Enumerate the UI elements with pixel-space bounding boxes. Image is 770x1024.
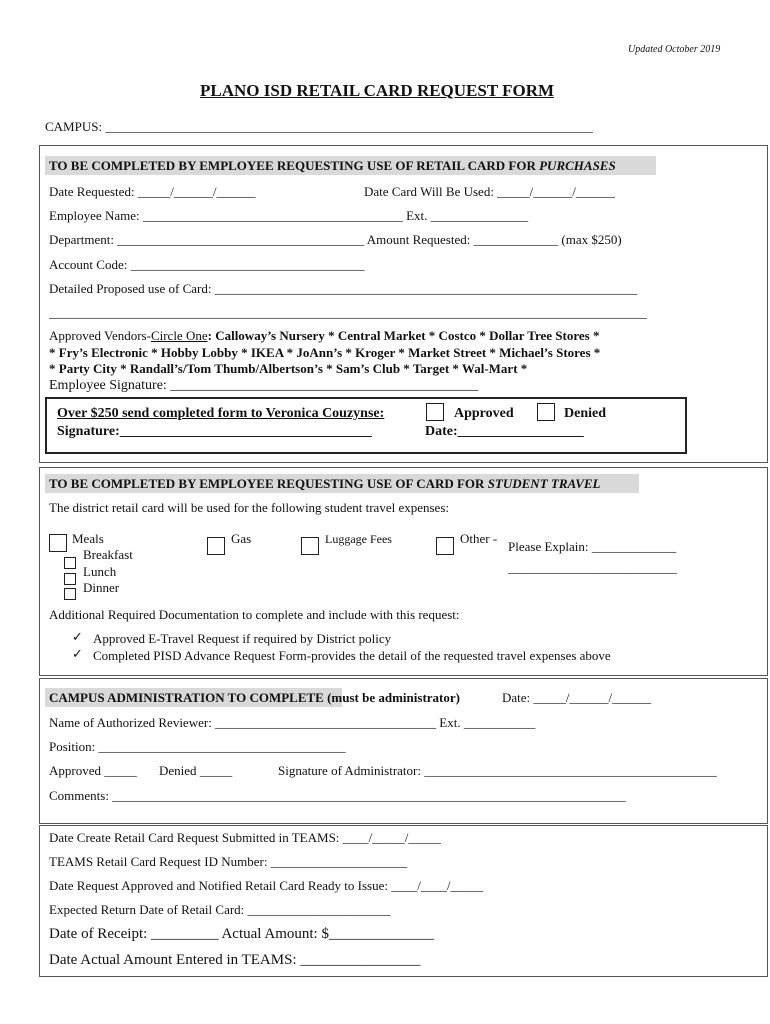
meals-checkbox[interactable] — [49, 534, 67, 552]
check-icon: ✓ — [72, 630, 83, 645]
doc-requirement-2: Completed PISD Advance Request Form-provides the detail of the requested travel expenses above — [93, 648, 611, 663]
account-code-field[interactable]: Account Code: ____________________________________ — [49, 257, 365, 272]
admin-heading: CAMPUS ADMINISTRATION TO COMPLETE (must be administrator) — [49, 690, 460, 705]
admin-date-field[interactable]: Date: _____/______/______ — [502, 690, 652, 705]
vendors-line-3: * Party City * Randall’s/Tom Thumb/Albertson’s * Sam’s Club * Target * Wal-Mart * — [49, 361, 528, 376]
return-date-field[interactable]: Expected Return Date of Retail Card: ______________________ — [49, 902, 391, 917]
comments-field[interactable]: Comments: _______________________________________________________________________________ — [49, 788, 626, 803]
position-field[interactable]: Position: ______________________________________ — [49, 739, 346, 754]
other-checkbox[interactable] — [436, 537, 454, 555]
over-250-note: Over $250 send completed form to Veronica Couzynse: — [57, 406, 385, 421]
travel-heading: TO BE COMPLETED BY EMPLOYEE REQUESTING USE OF CARD FOR STUDENT TRAVEL — [49, 476, 601, 491]
approval-signature-field[interactable]: Signature:____________________________________ — [57, 424, 372, 439]
breakfast-checkbox[interactable] — [64, 557, 76, 569]
amount-entered-field[interactable]: Date Actual Amount Entered in TEAMS: ________________ — [49, 952, 421, 968]
teams-submitted-field[interactable]: Date Create Retail Card Request Submitted in TEAMS: ____/_____/_____ — [49, 830, 441, 845]
detailed-use-field[interactable]: Detailed Proposed use of Card: _________________________________________________________________ — [49, 281, 638, 296]
receipt-amount-field[interactable]: Date of Receipt: _________ Actual Amount: $______________ — [49, 926, 434, 942]
vendors-line-2: * Fry’s Electronic * Hobby Lobby * IKEA * JoAnn’s * Kroger * Market Street * Michael’s Stores * — [49, 345, 601, 360]
approved-label: Approved — [454, 406, 514, 421]
luggage-label: Luggage Fees — [325, 532, 392, 546]
admin-signature-field[interactable]: Signature of Administrator: _____________________________________________ — [278, 763, 717, 778]
please-explain-line2[interactable]: __________________________ — [508, 560, 677, 575]
dinner-label: Dinner — [83, 580, 120, 595]
purchases-heading: TO BE COMPLETED BY EMPLOYEE REQUESTING USE OF RETAIL CARD FOR PURCHASES — [49, 158, 616, 173]
please-explain-field[interactable]: Please Explain: _____________ — [508, 539, 677, 554]
dinner-checkbox[interactable] — [64, 588, 76, 600]
denied-label: Denied — [564, 406, 606, 421]
additional-docs-note: Additional Required Documentation to complete and include with this request: — [49, 607, 460, 622]
denied-checkbox[interactable] — [537, 403, 555, 421]
date-requested-field[interactable]: Date Requested: _____/______/______ — [49, 184, 256, 199]
approval-date-field[interactable]: Date:__________________ — [425, 424, 584, 439]
other-label: Other - — [460, 531, 498, 546]
teams-request-id-field[interactable]: TEAMS Retail Card Request ID Number: _____________________ — [49, 854, 408, 869]
approved-checkbox[interactable] — [426, 403, 444, 421]
date-card-used-field[interactable]: Date Card Will Be Used: _____/______/______ — [364, 184, 615, 199]
employee-signature-field[interactable]: Employee Signature: ____________________________________________ — [49, 378, 479, 393]
updated-date: Updated October 2019 — [628, 44, 721, 55]
reviewer-name-field[interactable]: Name of Authorized Reviewer: __________________________________ Ext. ___________ — [49, 715, 536, 730]
breakfast-label: Breakfast — [83, 547, 133, 562]
admin-denied-field[interactable]: Denied _____ — [159, 763, 233, 778]
luggage-checkbox[interactable] — [301, 537, 319, 555]
gas-label: Gas — [231, 531, 252, 546]
meals-label: Meals — [72, 531, 104, 546]
lunch-checkbox[interactable] — [64, 573, 76, 585]
teams-approved-ready-field[interactable]: Date Request Approved and Notified Retail Card Ready to Issue: ____/____/_____ — [49, 878, 483, 893]
department-field[interactable]: Department: ______________________________________ Amount Requested: _____________ (max $250) — [49, 232, 622, 247]
vendors-line-1: Approved Vendors-Circle One: Calloway’s Nursery * Central Market * Costco * Dollar Tree Stores * — [49, 328, 600, 343]
detailed-use-line2[interactable]: ____________________________________________________________________________________________ — [49, 305, 647, 320]
travel-intro: The district retail card will be used for the following student travel expenses: — [49, 500, 449, 515]
lunch-label: Lunch — [83, 564, 117, 579]
employee-name-field[interactable]: Employee Name: ________________________________________ Ext. _______________ — [49, 208, 529, 223]
admin-approved-field[interactable]: Approved _____ — [49, 763, 137, 778]
doc-requirement-1: Approved E-Travel Request if required by District policy — [93, 631, 392, 646]
check-icon: ✓ — [72, 647, 83, 662]
campus-field[interactable]: CAMPUS: ___________________________________________________________________________ — [45, 119, 593, 134]
form-title: PLANO ISD RETAIL CARD REQUEST FORM — [200, 81, 555, 100]
gas-checkbox[interactable] — [207, 537, 225, 555]
